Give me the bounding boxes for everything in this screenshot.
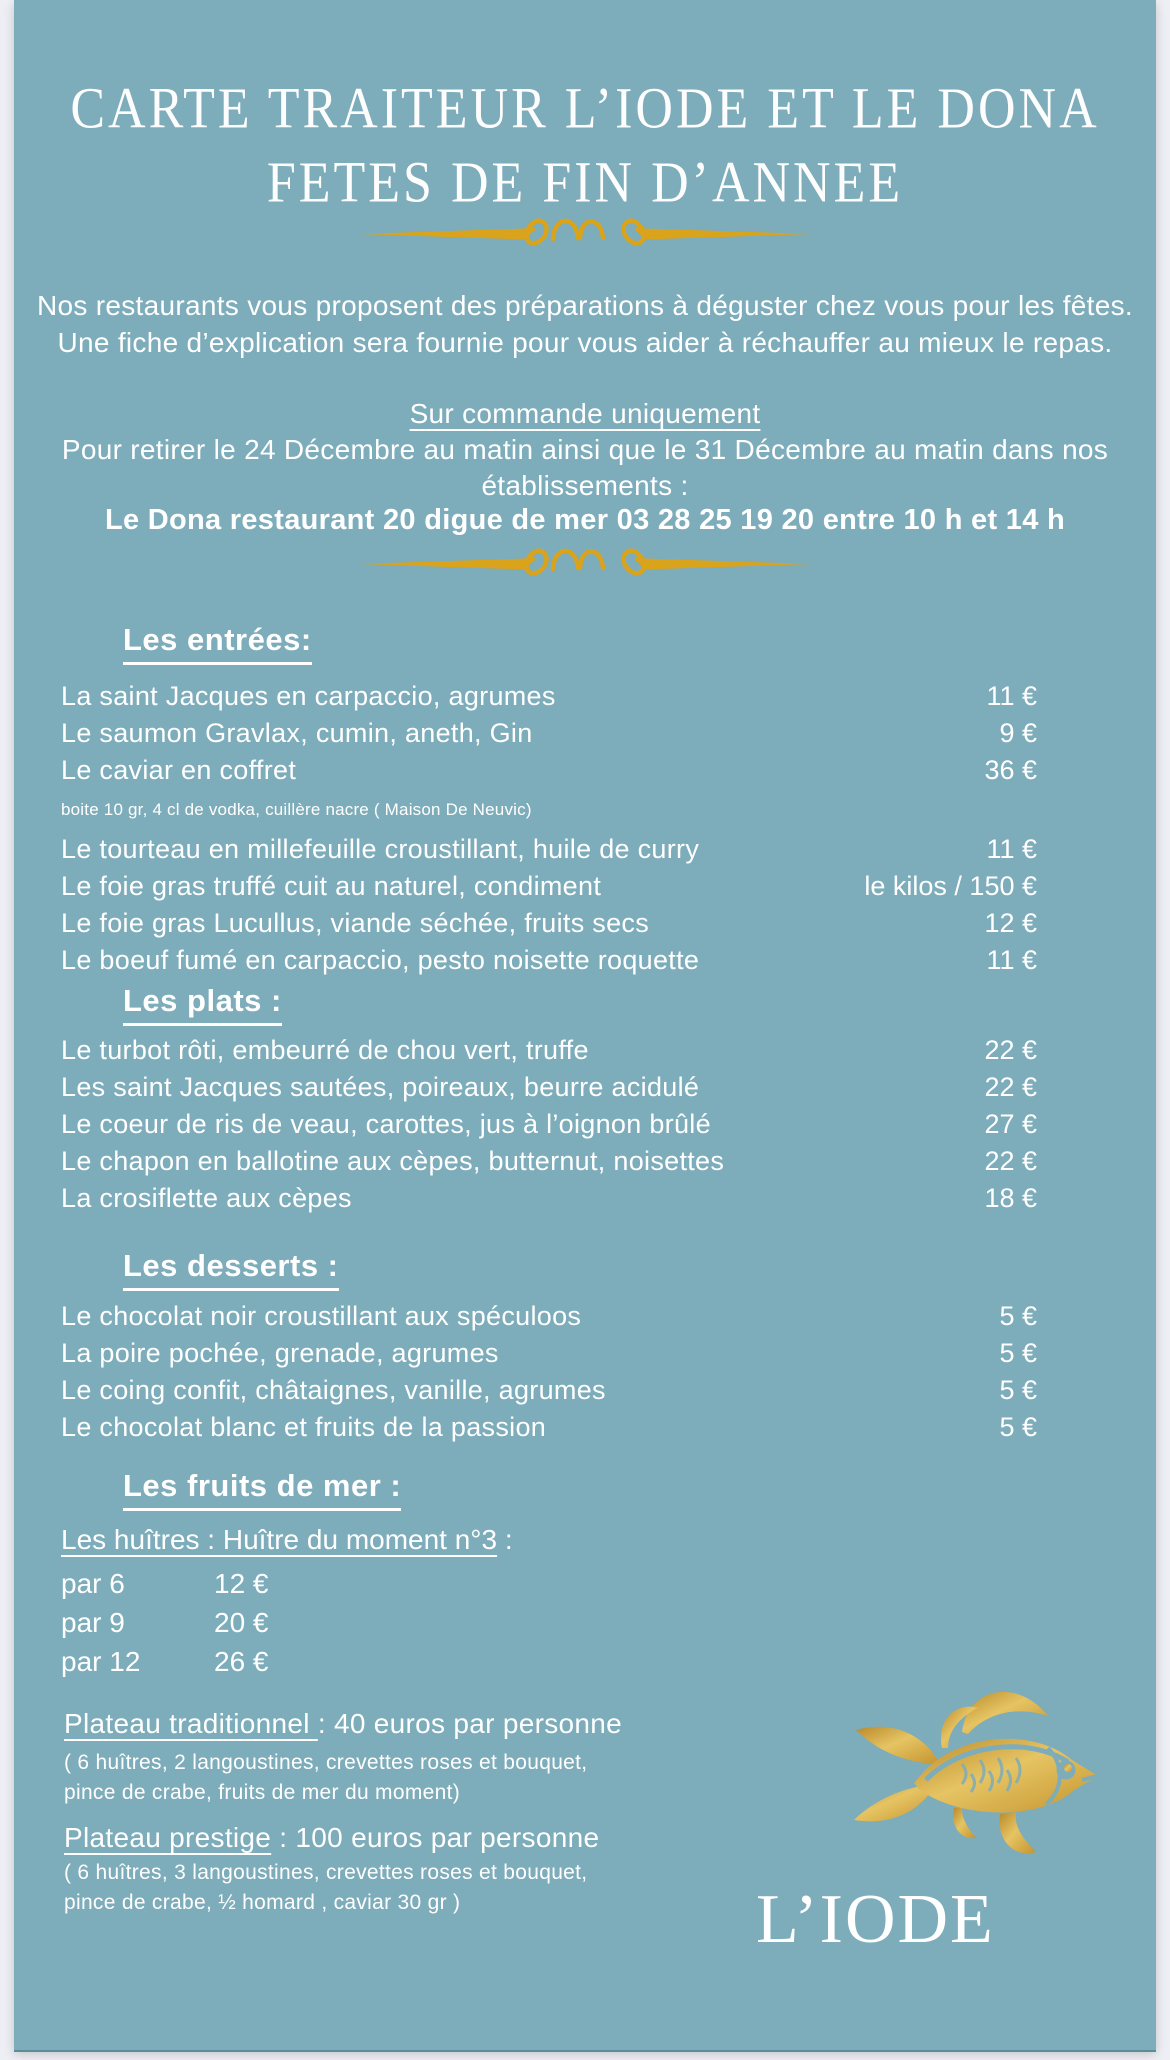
menu-item-name: Le caviar en coffret	[61, 755, 297, 785]
page-title-line1: CARTE TRAITEUR L’IODE ET LE DONA	[70, 77, 1100, 141]
menu-item-name: Le boeuf fumé en carpaccio, pesto noisette roquette	[61, 945, 700, 975]
menu-item-price: 18 €	[984, 1183, 1037, 1213]
menu-item-row	[61, 678, 1037, 715]
menu-item-row	[61, 1143, 1037, 1180]
menu-item-price: 12 €	[984, 908, 1037, 938]
menu-item-name: Le saumon Gravlax, cumin, aneth, Gin	[61, 718, 533, 748]
oyster-price: 20 €	[214, 1606, 269, 1638]
order-info-pickup-contact: Le Dona restaurant 20 digue de mer 03 28 25 19 20 entre 10 h et 14 h	[104, 504, 1066, 536]
menu-item-name: Le foie gras truffé cuit au naturel, condiment	[61, 871, 602, 901]
oyster-qty: par 9	[61, 1606, 125, 1638]
menu-item-row	[61, 942, 1037, 979]
menu-item-price: 11 €	[986, 834, 1037, 864]
menu-item-name: Le tourteau en millefeuille croustillant, huile de curry	[61, 834, 700, 864]
intro-line1: Nos restaurants vous proposent des préparations à déguster chez vous pour les fêtes.	[36, 290, 1134, 321]
plateau-prestige-detail1: ( 6 huîtres, 3 langoustines, crevettes roses et bouquet,	[64, 1861, 588, 1884]
menu-item-price: le kilos / 150 €	[864, 871, 1037, 901]
menu-item-row	[61, 1069, 1037, 1106]
oyster-qty: par 6	[61, 1567, 125, 1599]
menu-item-price: 22 €	[984, 1072, 1037, 1102]
oysters-price-rows	[61, 1564, 269, 1681]
intro-line2: Une fiche d’explication sera fournie pour vous aider à réchauffer au mieux le repas.	[57, 327, 1113, 358]
menu-item-price: 5 €	[999, 1375, 1037, 1405]
menu-item-name: Le chocolat noir croustillant aux spéculoos	[61, 1301, 582, 1331]
menu-item-name: Le turbot rôti, embeurré de chou vert, truffe	[61, 1035, 589, 1065]
oyster-row	[61, 1564, 269, 1603]
menu-item-price: 5 €	[999, 1301, 1037, 1331]
ornament-divider-icon	[359, 214, 811, 254]
menu-item-price: 5 €	[999, 1338, 1037, 1368]
oysters-line: Les huîtres : Huître du moment n°3 :	[61, 1524, 513, 1555]
menu-item-row	[61, 1298, 1037, 1335]
plateau-prestige-detail2: pince de crabe, ½ homard , caviar 30 gr )	[64, 1891, 461, 1914]
desserts-list	[61, 1298, 1037, 1446]
menu-item-price: 11 €	[986, 945, 1037, 975]
menu-item-name: La poire pochée, grenade, agrumes	[61, 1338, 499, 1368]
menu-item-price: 22 €	[984, 1146, 1037, 1176]
plateau-traditionnel-title: Plateau traditionnel : 40 euros par personne	[64, 1708, 623, 1739]
menu-card	[14, 0, 1156, 2050]
menu-item-row	[61, 1106, 1037, 1143]
menu-item-name: Le chapon en ballotine aux cèpes, butternut, noisettes	[61, 1146, 725, 1176]
order-info-line1: Pour retirer le 24 Décembre au matin ainsi que le 31 Décembre au matin dans nos	[61, 434, 1109, 465]
menu-item-name: La saint Jacques en carpaccio, agrumes	[61, 681, 556, 711]
menu-item-price: 27 €	[984, 1109, 1037, 1139]
plats-list	[61, 1032, 1037, 1217]
menu-item-row	[61, 831, 1037, 868]
menu-item-row	[61, 715, 1037, 752]
brand-wordmark: L’IODE	[756, 1881, 995, 1958]
menu-item-row	[61, 1032, 1037, 1069]
menu-item-row	[61, 1335, 1037, 1372]
section-heading-desserts: Les desserts :	[123, 1248, 339, 1291]
menu-item-price: 36 €	[984, 755, 1037, 785]
oyster-price: 12 €	[214, 1567, 269, 1599]
menu-item-row	[61, 1372, 1037, 1409]
oyster-qty: par 12	[61, 1645, 141, 1677]
caviar-note: boite 10 gr, 4 cl de vodka, cuillère nacre ( Maison De Neuvic)	[61, 800, 532, 819]
ornament-divider-icon	[359, 544, 811, 584]
menu-item-price: 5 €	[999, 1412, 1037, 1442]
menu-item-name: Le coing confit, châtaignes, vanille, agrumes	[61, 1375, 606, 1405]
menu-item-row	[61, 868, 1037, 905]
plateau-traditionnel-detail1: ( 6 huîtres, 2 langoustines, crevettes roses et bouquet,	[64, 1751, 588, 1774]
menu-item-name: Le chocolat blanc et fruits de la passion	[61, 1412, 547, 1442]
menu-item-row	[61, 1180, 1037, 1217]
order-info-underlined: Sur commande uniquement	[409, 398, 761, 429]
menu-item-row	[61, 752, 1037, 789]
order-info-line2: établissements :	[481, 470, 689, 501]
section-heading-fruits-de-mer: Les fruits de mer :	[123, 1468, 401, 1511]
menu-item-name: Le coeur de ris de veau, carottes, jus à l’oignon brûlé	[61, 1109, 711, 1139]
plateau-traditionnel-detail2: pince de crabe, fruits de mer du moment)	[64, 1781, 461, 1804]
entrees-list	[61, 678, 1037, 979]
fish-logo-icon	[850, 1668, 1110, 1873]
menu-item-name: Le foie gras Lucullus, viande séchée, fruits secs	[61, 908, 650, 938]
page-title-line2: FETES DE FIN D’ANNEE	[266, 151, 904, 215]
oyster-row	[61, 1603, 269, 1642]
menu-item-price: 22 €	[984, 1035, 1037, 1065]
menu-item-name: La crosiflette aux cèpes	[61, 1183, 352, 1213]
oyster-price: 26 €	[214, 1645, 269, 1677]
menu-item-price: 9 €	[999, 718, 1037, 748]
plateau-prestige-title: Plateau prestige : 100 euros par personne	[64, 1822, 600, 1853]
menu-item-name: Les saint Jacques sautées, poireaux, beurre acidulé	[61, 1072, 700, 1102]
menu-item-row	[61, 1409, 1037, 1446]
menu-item-row	[61, 905, 1037, 942]
oyster-row	[61, 1642, 269, 1681]
menu-item-price: 11 €	[986, 681, 1037, 711]
section-heading-entrees: Les entrées:	[123, 622, 312, 665]
section-heading-plats: Les plats :	[123, 983, 282, 1026]
